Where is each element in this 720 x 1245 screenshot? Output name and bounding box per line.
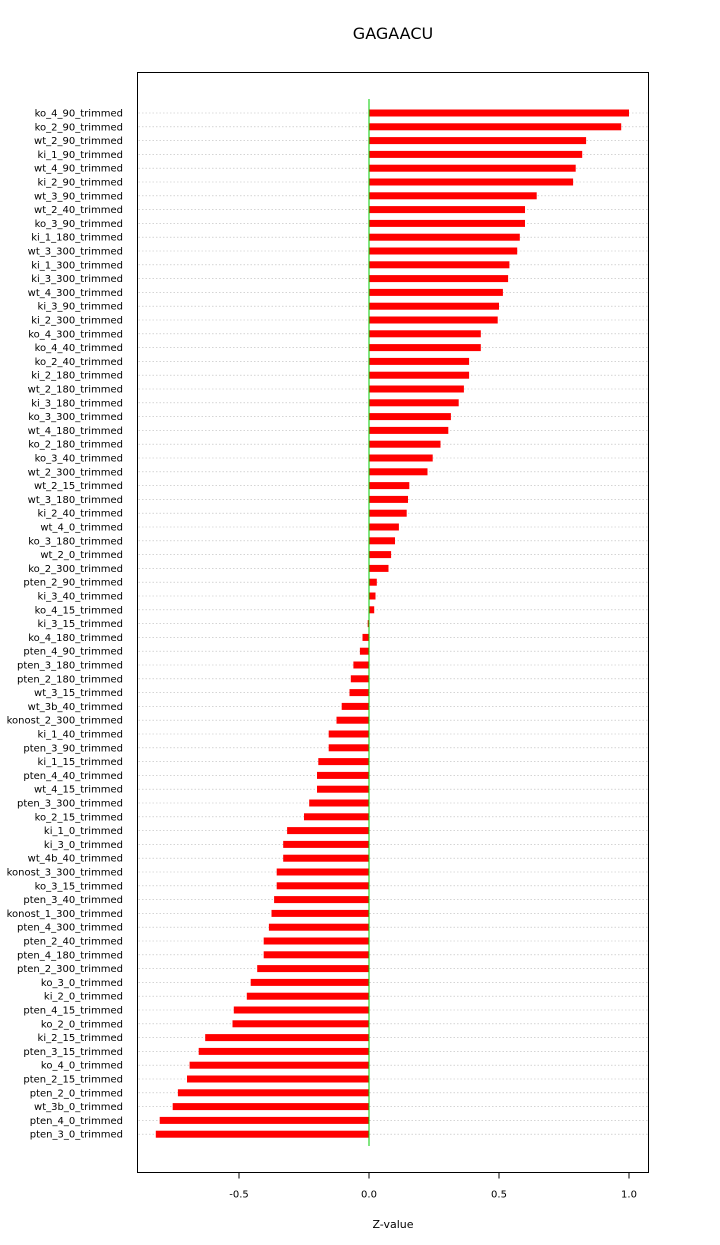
- bar: [369, 593, 376, 600]
- category-label: pten_2_0_trimmed: [29, 1088, 123, 1100]
- category-label: pten_3_300_trimmed: [16, 798, 123, 810]
- category-label: konost_1_300_trimmed: [6, 908, 123, 920]
- bar: [369, 386, 464, 393]
- category-label: ki_3_15_trimmed: [37, 619, 123, 631]
- category-label: ki_1_90_trimmed: [37, 149, 123, 161]
- category-label: ko_4_40_trimmed: [34, 343, 123, 355]
- bar: [274, 896, 369, 903]
- bar: [369, 248, 517, 255]
- bar: [369, 192, 537, 199]
- bar: [317, 786, 369, 793]
- bar: [369, 110, 629, 117]
- bar: [369, 234, 520, 241]
- bar: [369, 317, 498, 324]
- bar: [369, 275, 508, 282]
- category-label: ko_2_0_trimmed: [40, 1019, 123, 1031]
- bar: [351, 675, 369, 682]
- category-label: ki_2_180_trimmed: [31, 370, 123, 382]
- category-label: ko_3_0_trimmed: [40, 977, 123, 989]
- bar: [369, 372, 469, 379]
- category-label: pten_4_15_trimmed: [23, 1005, 123, 1017]
- category-label: pten_4_90_trimmed: [23, 646, 123, 658]
- category-labels: [7, 109, 123, 1141]
- category-label: ki_3_300_trimmed: [31, 274, 123, 286]
- bar: [173, 1103, 369, 1110]
- category-label: wt_2_15_trimmed: [34, 481, 123, 493]
- bar: [247, 993, 369, 1000]
- category-label: ki_1_300_trimmed: [31, 260, 123, 272]
- category-label: ki_1_40_trimmed: [37, 729, 123, 741]
- category-label: wt_4_300_trimmed: [27, 287, 123, 299]
- bar: [369, 482, 409, 489]
- category-label: ki_3_0_trimmed: [43, 839, 123, 851]
- category-label: pten_3_40_trimmed: [23, 895, 123, 907]
- bar: [264, 951, 369, 958]
- category-label: wt_4_0_trimmed: [40, 522, 123, 534]
- bar: [369, 468, 428, 475]
- category-label: wt_3_15_trimmed: [34, 688, 123, 700]
- bar: [369, 413, 451, 420]
- category-label: ko_2_15_trimmed: [34, 812, 123, 824]
- bar: [350, 689, 370, 696]
- category-label: wt_3b_40_trimmed: [27, 701, 123, 713]
- bar: [369, 496, 408, 503]
- bar: [318, 758, 369, 765]
- bar: [369, 261, 509, 268]
- category-label: wt_2_180_trimmed: [27, 384, 123, 396]
- bar: [369, 137, 586, 144]
- x-axis-label: Z-value: [372, 1218, 414, 1231]
- bar: [369, 551, 391, 558]
- bar: [360, 648, 369, 655]
- bar: [369, 330, 481, 337]
- bar: [369, 524, 399, 531]
- bar: [269, 924, 369, 931]
- bar: [369, 606, 374, 613]
- x-tick-label: 1.0: [621, 1189, 637, 1201]
- bar: [233, 1020, 370, 1027]
- category-label: wt_4_15_trimmed: [34, 784, 123, 796]
- bar: [369, 537, 395, 544]
- category-label: ko_4_15_trimmed: [34, 605, 123, 617]
- category-label: ko_4_180_trimmed: [28, 632, 123, 644]
- bar: [205, 1034, 369, 1041]
- category-label: wt_2_0_trimmed: [40, 550, 123, 562]
- bar: [369, 165, 576, 172]
- bar: [369, 358, 469, 365]
- category-label: wt_4_90_trimmed: [34, 163, 123, 175]
- bar: [329, 731, 369, 738]
- bar: [283, 855, 369, 862]
- bar: [369, 399, 459, 406]
- bar: [337, 717, 370, 724]
- category-label: wt_2_90_trimmed: [34, 136, 123, 148]
- bar: [287, 827, 369, 834]
- bar: [283, 841, 369, 848]
- category-label: ko_2_180_trimmed: [28, 439, 123, 451]
- category-label: wt_3_300_trimmed: [27, 246, 123, 258]
- bar: [309, 800, 369, 807]
- x-tick-label: 0.0: [361, 1189, 377, 1201]
- category-label: pten_4_300_trimmed: [16, 922, 123, 934]
- bar: [369, 289, 503, 296]
- category-label: pten_2_180_trimmed: [16, 674, 123, 686]
- category-label: pten_3_90_trimmed: [23, 743, 123, 755]
- bar: [363, 634, 370, 641]
- bar: [160, 1117, 369, 1124]
- bar: [187, 1076, 369, 1083]
- bar: [304, 813, 369, 820]
- category-label: ko_2_90_trimmed: [34, 122, 123, 134]
- category-label: ko_2_40_trimmed: [34, 356, 123, 368]
- category-label: pten_4_180_trimmed: [16, 950, 123, 962]
- bar: [353, 662, 369, 669]
- category-label: wt_3_90_trimmed: [34, 191, 123, 203]
- bar: [272, 910, 370, 917]
- category-label: wt_3b_0_trimmed: [34, 1102, 123, 1114]
- bar: [369, 427, 448, 434]
- category-label: konost_3_300_trimmed: [6, 867, 123, 879]
- category-label: wt_4_180_trimmed: [27, 425, 123, 437]
- bar: [251, 979, 369, 986]
- category-label: ko_3_15_trimmed: [34, 881, 123, 893]
- bar: [369, 123, 621, 130]
- category-label: ki_3_180_trimmed: [31, 398, 123, 410]
- category-label: ki_1_0_trimmed: [43, 826, 123, 838]
- category-label: ki_2_300_trimmed: [31, 315, 123, 327]
- category-label: ki_1_180_trimmed: [31, 232, 123, 244]
- category-label: ki_2_40_trimmed: [37, 508, 123, 520]
- bar: [264, 938, 369, 945]
- category-label: ko_4_300_trimmed: [28, 329, 123, 341]
- bar: [178, 1089, 369, 1096]
- category-label: pten_2_90_trimmed: [23, 577, 123, 589]
- category-label: ki_2_0_trimmed: [43, 991, 123, 1003]
- bar: [234, 1007, 369, 1014]
- bar: [369, 151, 582, 158]
- x-tick-label: 0.5: [491, 1189, 507, 1201]
- category-label: pten_3_0_trimmed: [29, 1129, 123, 1141]
- bar: [277, 869, 369, 876]
- category-label: pten_2_300_trimmed: [16, 964, 123, 976]
- category-label: ko_3_300_trimmed: [28, 412, 123, 424]
- bar: [329, 744, 369, 751]
- bar: [156, 1131, 369, 1138]
- chart-title: GAGAACU: [352, 24, 434, 43]
- x-tick-label: -0.5: [229, 1189, 249, 1201]
- category-label: ko_4_90_trimmed: [34, 108, 123, 120]
- bar: [369, 303, 499, 310]
- category-label: ki_3_40_trimmed: [37, 591, 123, 603]
- category-label: ko_3_180_trimmed: [28, 536, 123, 548]
- category-label: ki_2_90_trimmed: [37, 177, 123, 189]
- category-label: pten_3_180_trimmed: [16, 660, 123, 672]
- bar: [199, 1048, 369, 1055]
- bar: [369, 441, 441, 448]
- category-label: konost_2_300_trimmed: [6, 715, 123, 727]
- category-label: ko_4_0_trimmed: [40, 1060, 123, 1072]
- category-label: wt_3_180_trimmed: [27, 494, 123, 506]
- category-label: wt_4b_40_trimmed: [27, 853, 123, 865]
- bar: [369, 344, 481, 351]
- category-label: ko_3_40_trimmed: [34, 453, 123, 465]
- bar: [369, 220, 525, 227]
- bar: [277, 882, 369, 889]
- bar: [369, 179, 573, 186]
- category-label: pten_4_40_trimmed: [23, 770, 123, 782]
- bar: [369, 206, 525, 213]
- category-label: ko_3_90_trimmed: [34, 218, 123, 230]
- category-label: pten_3_15_trimmed: [23, 1046, 123, 1058]
- bar: [342, 703, 369, 710]
- category-label: pten_2_40_trimmed: [23, 936, 123, 948]
- bar: [369, 510, 407, 517]
- category-label: wt_2_40_trimmed: [34, 205, 123, 217]
- category-label: ko_2_300_trimmed: [28, 563, 123, 575]
- category-label: ki_3_90_trimmed: [37, 301, 123, 313]
- category-label: pten_4_0_trimmed: [29, 1115, 123, 1127]
- category-label: ki_2_15_trimmed: [37, 1033, 123, 1045]
- bar: [317, 772, 369, 779]
- bar: [369, 565, 389, 572]
- bar: [257, 965, 369, 972]
- category-label: ki_1_15_trimmed: [37, 757, 123, 769]
- bar: [369, 579, 377, 586]
- x-axis: [229, 1173, 637, 1201]
- bar: [190, 1062, 369, 1069]
- bar: [369, 455, 433, 462]
- category-label: wt_2_300_trimmed: [27, 467, 123, 479]
- category-label: pten_2_15_trimmed: [23, 1074, 123, 1086]
